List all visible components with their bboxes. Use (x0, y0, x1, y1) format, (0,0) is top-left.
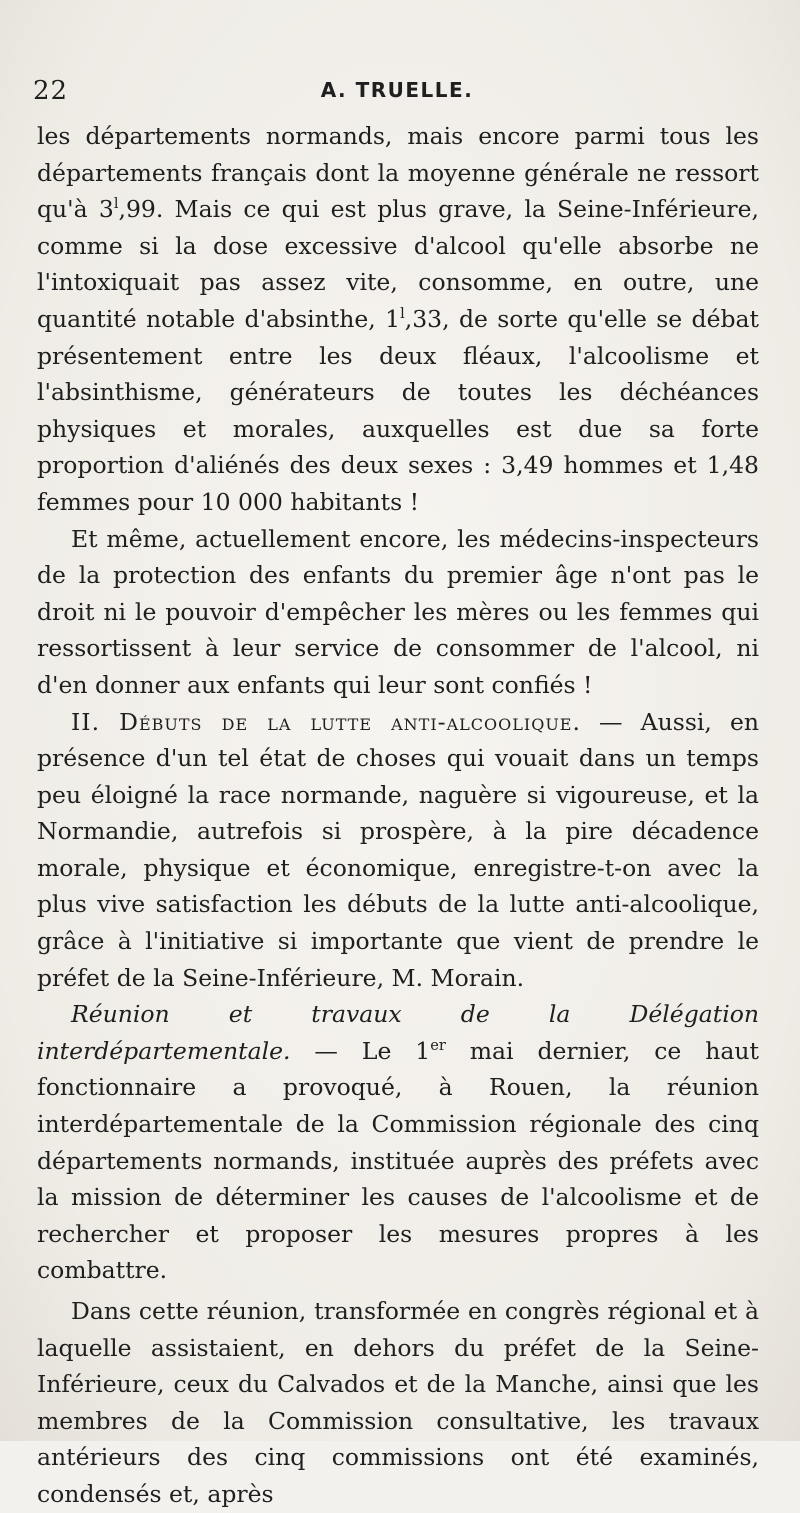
paragraph-4-text-b: mai dernier, ce haut fonctionnaire a provoqué, à Rouen, la réunion interdépartementale de la Commission régionale des cinq départements normands, instituée auprès des préfets avec la mission de déterminer les causes de l'alcoolisme et de rechercher et proposer les mesures propres à les combattre. (37, 1036, 759, 1285)
paragraph-4 (37, 996, 759, 1289)
ordinal-superscript: er (430, 1037, 446, 1055)
paragraph-1-text-c: ,33, de sorte qu'elle se débat présentement entre les deux fléaux, l'alcoolisme et l'absinthisme, générateurs de toutes les déchéances physiques et morales, auxquelles est due sa forte proportion d'aliénés des deux sexes : 3,49 hommes et 1,48 femmes pour 10 000 habitants ! (37, 304, 759, 516)
unit-liter-superscript: l (400, 305, 405, 323)
paragraph-4-text-a: — Le 1 (290, 1036, 431, 1065)
page-body (37, 118, 759, 1513)
paragraph-1 (37, 118, 759, 521)
running-head: A. TRUELLE. (320, 78, 474, 102)
paragraph-2: Et même, actuellement encore, les médecins-inspecteurs de la protection des enfants du premier âge n'ont pas le droit ni le pouvoir d'empêcher les mères ou les femmes qui ressortissent à leur service de consommer de l'alcool, ni d'en donner aux enfants qui leur sont confiés ! (37, 524, 759, 699)
paragraph-1-text-b: ,99. Mais ce qui est plus grave, la Seine-Inférieure, comme si la dose excessive d'alcool qu'elle absorbe ne l'intoxiquait pas assez vite, consomme, en outre, une quantité notable d'absinthe, 1 (37, 195, 759, 333)
page-header (33, 76, 761, 110)
paragraph-3-text: — Aussi, en présence d'un tel état de choses qui vouait dans un temps peu éloigné la race normande, naguère si vigoureuse, et la Normandie, autrefois si prospère, à la pire décadence morale, physique et économique, enregistre-t-on avec la plus vive satisfaction les débuts de la lutte anti-alcoolique, grâce à l'initiative si importante que vient de prendre le préfet de la Seine-Inférieure, M. Morain. (37, 707, 759, 992)
page-number: 22 (33, 76, 69, 106)
paragraph-1-text-a: les départements normands, mais encore parmi tous les départements français dont la moyenne générale ne ressort qu'à 3 (37, 122, 759, 224)
unit-liter-superscript: l (113, 195, 119, 213)
paragraph-5: Dans cette réunion, transformée en congrès régional et à laquelle assistaient, en dehors du préfet de la Seine-Inférieure, ceux du Calvados et de la Manche, ainsi que les membres de la Commission consultative, les travaux antérieurs des cinq commissions ont été examinés, condensés et, après (37, 1297, 759, 1508)
section-heading: II. Débuts de la lutte anti-alcoolique. (71, 707, 581, 736)
paragraph-3 (37, 704, 759, 997)
subsection-heading: Réunion et travaux de la Délégation interdépartementale. (37, 1000, 759, 1065)
